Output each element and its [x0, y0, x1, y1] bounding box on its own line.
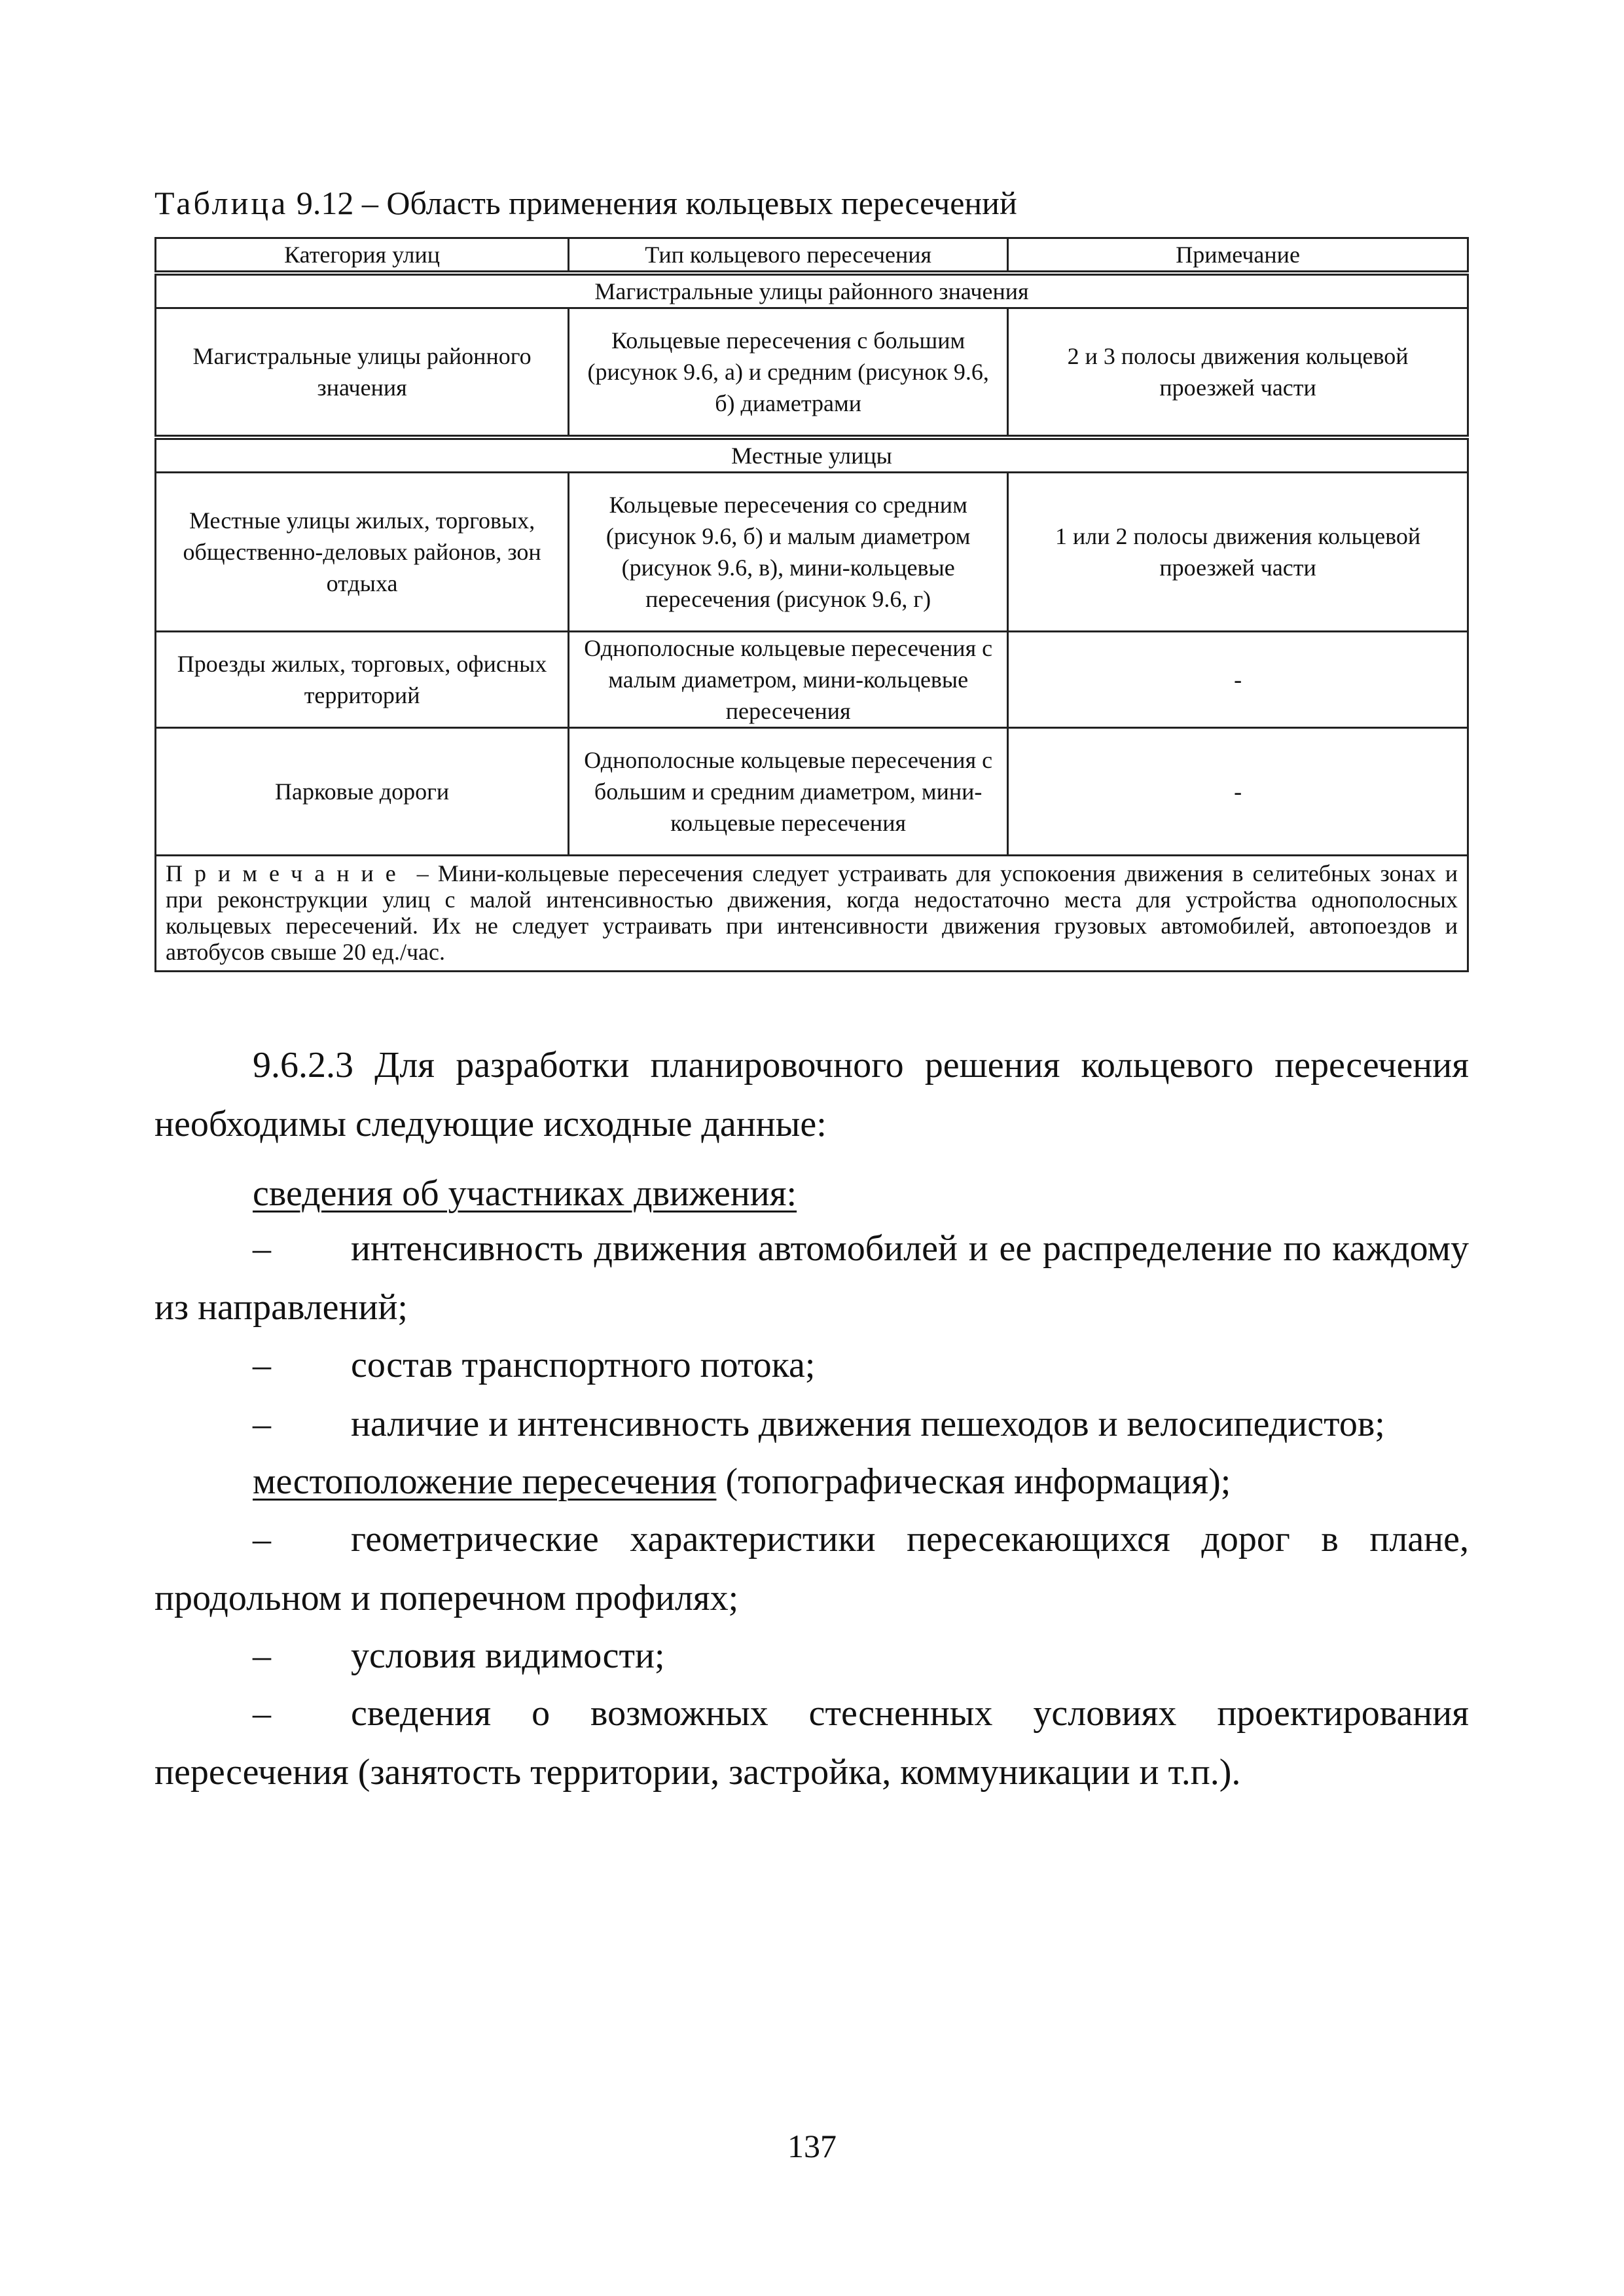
header-note: Примечание	[1008, 238, 1468, 274]
group2-title: местоположение пересечения	[253, 1461, 717, 1502]
list-item	[154, 1394, 1469, 1453]
table-row	[156, 632, 1468, 728]
group1-title-line	[154, 1164, 1469, 1223]
cell-category: Проезды жилых, торговых, офисных территорий	[156, 632, 569, 728]
cell-category: Магистральные улицы районного значения	[156, 308, 569, 438]
table-footnote	[156, 856, 1468, 972]
list-item-text: геометрические характеристики пересекающихся дорог в плане, продольном и поперечном профилях;	[154, 1519, 1469, 1618]
table-row	[156, 308, 1468, 438]
list-item-text: условия видимости;	[351, 1635, 665, 1676]
list-item-text: сведения о возможных стесненных условиях проектирования пересечения (занятость территории, застройка, коммуникации и т.п.).	[154, 1693, 1469, 1793]
list-item	[154, 1626, 1469, 1685]
table-header-row	[156, 238, 1468, 274]
cell-note: -	[1008, 632, 1468, 728]
table-caption-label: Таблица	[154, 185, 289, 221]
cell-type: Однополосные кольцевые пересечения с большим и средним диаметром, мини-кольцевые пересечения	[569, 728, 1008, 856]
intro-paragraph: 9.6.2.3 Для разработки планировочного решения кольцевого пересечения необходимы следующие исходные данные:	[154, 1045, 1469, 1144]
list-item	[154, 1684, 1469, 1802]
cell-type: Кольцевые пересечения со средним (рисунок 9.6, б) и малым диаметром (рисунок 9.6, в), мини-кольцевые пересечения (рисунок 9.6, г)	[569, 473, 1008, 632]
list-item-text: состав транспортного потока;	[351, 1345, 816, 1385]
cell-type: Кольцевые пересечения с большим (рисунок 9.6, а) и средним (рисунок 9.6, б) диаметрами	[569, 308, 1008, 438]
cell-note: 2 и 3 полосы движения кольцевой проезжей части	[1008, 308, 1468, 438]
cell-category: Местные улицы жилых, торговых, общественно-деловых районов, зон отдыха	[156, 473, 569, 632]
dash-marker: –	[253, 1693, 271, 1734]
list-item-text: интенсивность движения автомобилей и ее распределение по каждому из направлений;	[154, 1228, 1469, 1328]
list-item-text: наличие и интенсивность движения пешеходов и велосипедистов;	[351, 1404, 1385, 1444]
list-item	[154, 1219, 1469, 1337]
dash-marker: –	[253, 1404, 271, 1444]
cell-note: -	[1008, 728, 1468, 856]
footnote-text: – Мини-кольцевые пересечения следует устраивать для успокоения движения в селитебных зонах и при реконструкции улиц с малой интенсивностью движения, когда недостаточно места для устройства однополосных кольцевых пересечений. Их не следует устраивать при интенсивности движения грузовых автомобилей, автопоездов и автобусов свыше 20 ед./час.	[166, 860, 1458, 965]
list-item	[154, 1510, 1469, 1628]
group2-suffix: (топографическая информация);	[716, 1461, 1231, 1502]
table-caption-text: 9.12 – Область применения кольцевых пересечений	[296, 185, 1017, 221]
table-row	[156, 473, 1468, 632]
cell-category: Парковые дороги	[156, 728, 569, 856]
table-section-row	[156, 437, 1468, 473]
group1-title: сведения об участниках движения:	[253, 1173, 797, 1214]
header-roundabout-type: Тип кольцевого пересечения	[569, 238, 1008, 274]
list-item	[154, 1336, 1469, 1394]
dash-marker: –	[253, 1519, 271, 1559]
table-row	[156, 728, 1468, 856]
section-title-local: Местные улицы	[156, 437, 1468, 473]
cell-type: Однополосные кольцевые пересечения с малым диаметром, мини-кольцевые пересечения	[569, 632, 1008, 728]
cell-note: 1 или 2 полосы движения кольцевой проезжей части	[1008, 473, 1468, 632]
table-section-row	[156, 273, 1468, 308]
roundabout-application-table	[154, 237, 1469, 972]
table-footnote-row	[156, 856, 1468, 972]
dash-marker: –	[253, 1345, 271, 1385]
section-title-arterial: Магистральные улицы районного значения	[156, 273, 1468, 308]
group2-title-line	[154, 1452, 1469, 1511]
dash-marker: –	[253, 1635, 271, 1676]
footnote-label: Примечание	[166, 860, 408, 886]
dash-marker: –	[253, 1228, 271, 1269]
page-number: 137	[787, 2128, 837, 2164]
header-street-category: Категория улиц	[156, 238, 569, 274]
table-caption	[154, 183, 1017, 223]
